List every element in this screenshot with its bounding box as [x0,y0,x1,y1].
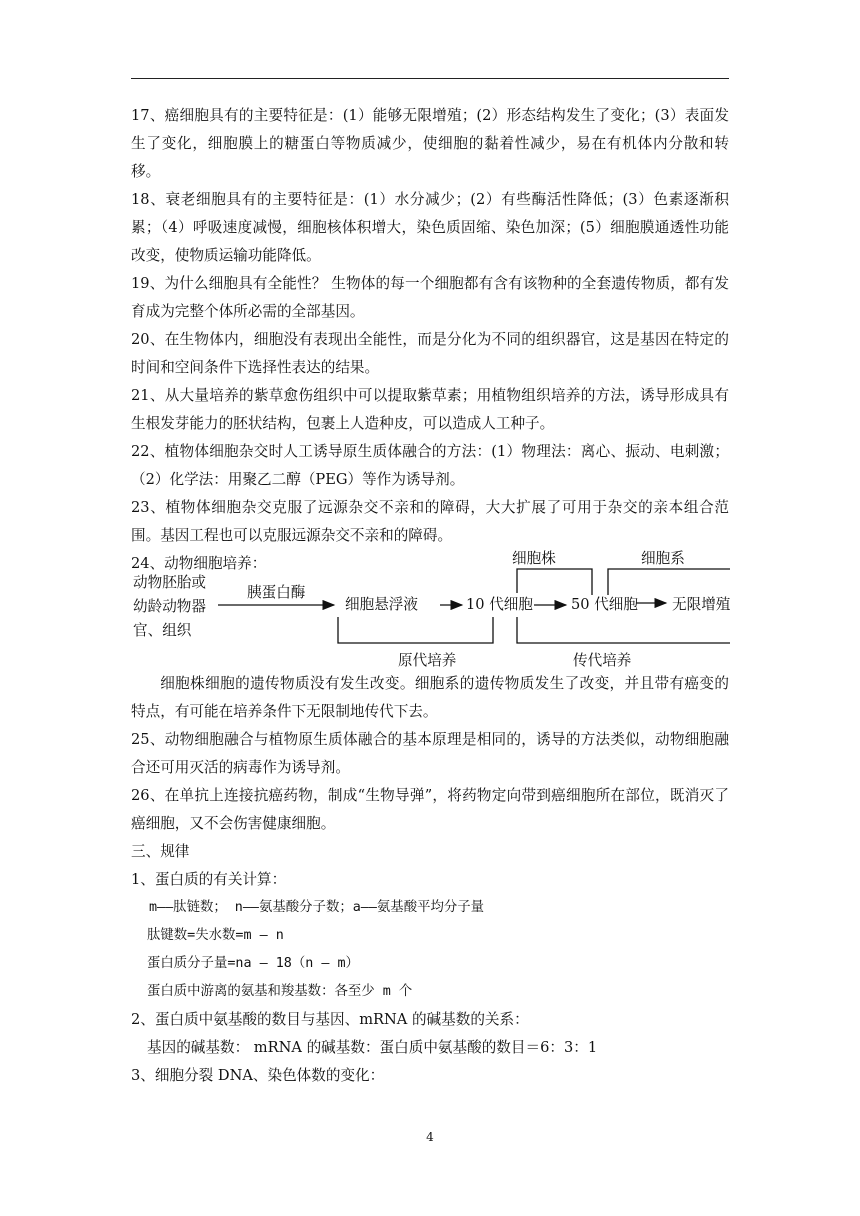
rule-2-title: 2、蛋白质中氨基酸的数目与基因、mRNA 的碱基数的关系： [131,1011,529,1028]
paragraph-cell-strain-note: 细胞株细胞的遗传物质没有发生改变。细胞系的遗传物质发生了改变，并且带有癌变的特点，有可能在培养条件下无限制地传代下去。 [131,675,729,720]
paragraph-22: 22、植物体细胞杂交时人工诱导原生质体融合的方法：(1）物理法：离心、振动、电刺激；（2）化学法：用聚乙二醇（PEG）等作为诱导剂。 [131,443,729,488]
diagram-cell-line-bracket [608,569,730,595]
diagram-cell-strain-bracket [517,569,592,595]
diagram-gen50: 50 代细胞 [571,596,638,613]
rule-1-definitions: m——肽链数； n——氨基酸分子数；a——氨基酸平均分子量 [149,900,485,915]
diagram-cell-strain-label: 细胞株 [512,550,556,567]
paragraph-24: 24、动物细胞培养： [131,555,267,572]
diagram-primary-label: 原代培养 [398,652,457,669]
paragraphs-top [131,102,729,578]
paragraph-26: 26、在单抗上连接抗癌药物，制成“生物导弹”，将药物定向带到癌细胞所在部位，既消灭了癌细胞，又不会伤害健康细胞。 [131,787,729,832]
section-3-heading: 三、规律 [131,843,190,860]
rule-1-formula-mass: 蛋白质分子量=na – 18（n – m） [147,956,359,971]
paragraph-23: 23、植物体细胞杂交克服了远源杂交不亲和的障碍，大大扩展了可用于杂交的亲本组合范围。基因工程也可以克服远源杂交不亲和的障碍。 [131,499,729,544]
rule-2-body: 基因的碱基数： mRNA 的碱基数：蛋白质中氨基酸的数目＝6：3：1 [147,1039,598,1056]
cell-culture-diagram [0,545,860,675]
diagram-enzyme-label: 胰蛋白酶 [247,584,306,601]
page-number: 4 [426,1130,434,1144]
diagram-source-line-2: 幼龄动物器 [133,598,206,615]
diagram-subculture-bracket [517,617,730,643]
paragraph-20: 20、在生物体内，细胞没有表现出全能性，而是分化为不同的组织器官，这是基因在特定的时间和空间条件下选择性表达的结果。 [131,331,729,376]
diagram-primary-bracket [338,617,493,643]
paragraphs-bottom [131,670,729,1090]
paragraph-21: 21、从大量培养的紫草愈伤组织中可以提取紫草素；用植物组织培养的方法，诱导形成具有生根发芽能力的胚状结构，包裹上人造种皮，可以造成人工种子。 [131,387,729,432]
diagram-gen10: 10 代细胞 [466,596,533,613]
paragraph-19: 19、为什么细胞具有全能性？ 生物体的每一个细胞都有含有该物种的全套遗传物质，都有发育成为完整个体所必需的全部基因。 [131,275,729,320]
diagram-source-line-3: 官、组织 [133,622,192,639]
paragraph-25: 25、动物细胞融合与植物原生质体融合的基本原理是相同的，诱导的方法类似，动物细胞融合还可用灭活的病毒作为诱导剂。 [131,731,729,776]
diagram-cell-line-label: 细胞系 [641,550,685,567]
rule-1-formula-peptide: 肽键数=失水数=m – n [147,928,284,943]
diagram-suspension: 细胞悬浮液 [345,596,418,613]
paragraph-17: 17、癌细胞具有的主要特征是：(1）能够无限增殖；(2）形态结构发生了变化；(3）表面发生了变化，细胞膜上的糖蛋白等物质减少，使细胞的黏着性减少，易在有机体内分散和转移。 [131,107,729,180]
header-rule [131,78,729,79]
rule-3-title: 3、细胞分裂 DNA、染色体数的变化： [131,1067,385,1084]
rule-1-title: 1、蛋白质的有关计算： [131,871,287,888]
diagram-unlimited: 无限增殖 [672,596,731,613]
paragraph-18: 18、衰老细胞具有的主要特征是：(1）水分减少；(2）有些酶活性降低；(3）色素逐渐积累；（4）呼吸速度减慢，细胞核体积增大，染色质固缩、染色加深；(5）细胞膜通透性功能改变，使物质运输功能降低。 [131,191,729,264]
diagram-subculture-label: 传代培养 [573,652,632,669]
diagram-source-line-1: 动物胚胎或 [133,574,206,591]
rule-1-formula-groups: 蛋白质中游离的氨基和羧基数：各至少 m 个 [147,984,413,999]
